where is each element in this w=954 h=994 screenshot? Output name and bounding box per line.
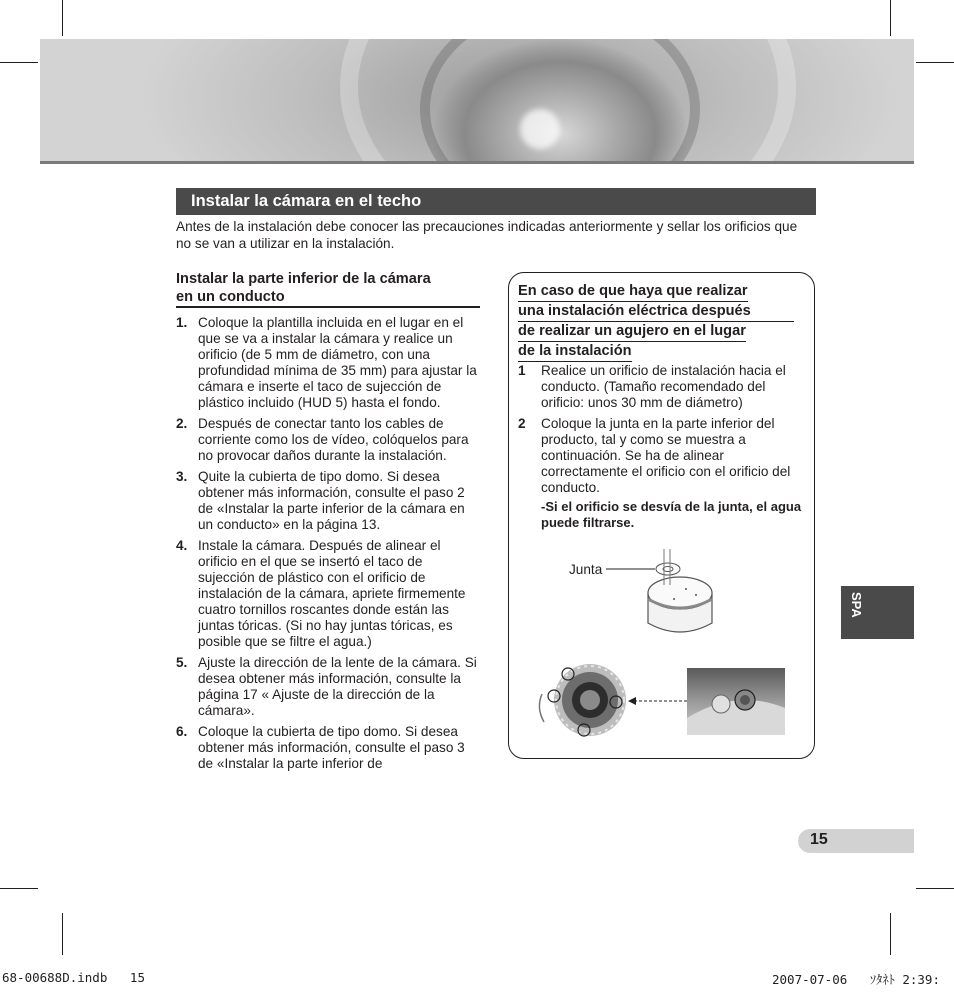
page-number-badge: 15: [798, 829, 914, 853]
list-item: 3. Quite la cubierta de tipo domo. Si desea obtener más información, consulte el paso 2 de «Instalar la parte inferior de la cámara en un conducto» en la página 13.: [176, 469, 465, 532]
crop-mark: [62, 0, 63, 36]
footer-timestamp: 2007-07-06 ｿﾀﾈﾄ 2:39:: [772, 972, 940, 987]
list-item: 1. Coloque la plantilla incluida en el lugar en el que se va a instalar la cámara y realice un orificio (de 5 mm de diámetro, con una profundidad mínima de 35 mm) para ajustar la cámara e inserte el taco de sujección de plástico incluido (HUD 5) hasta el fondo.: [176, 315, 477, 410]
list-item: 2. Después de conectar tanto los cables de corriente como los de vídeo, colóquelos para no provocar daños durante la instalación.: [176, 416, 469, 463]
list-item: 2 Coloque la junta en la parte inferior del producto, tal y como se muestra a continuación. Se ha de alinear correctamente el orificio con el orificio del conducto.: [518, 416, 791, 495]
figure-label-junta: Junta: [569, 562, 603, 577]
note-box-title: En caso de que haya que realizar una instalación eléctrica después de realizar un agujero en el lugar de la instalación: [518, 282, 803, 362]
arrow-icon: [628, 694, 694, 708]
language-tab: SPA: [841, 586, 914, 639]
list-item: 4. Instale la cámara. Después de alinear el orificio en el que se insertó el taco de sujección de plástico con el orificio de instalación de la cámara, apriete firmemente cuatro tornillos roscantes donde están las juntas tóricas. (Si no hay juntas tóricas, es posible que se filtre el agua.): [176, 538, 466, 649]
list-item: 6. Coloque la cubierta de tipo domo. Si desea obtener más información, consulte el paso 3 de «Instalar la parte inferior de: [176, 724, 465, 771]
subsection-title: Instalar la parte inferior de la cámara en un conducto: [176, 271, 431, 305]
header-lens-banner: [40, 39, 914, 164]
gasket-figure: [600, 545, 720, 645]
crop-mark: [916, 888, 954, 889]
warning-text: -Si el orificio se desvía de la junta, el agua puede filtrarse.: [541, 499, 802, 530]
crop-mark: [890, 0, 891, 36]
list-item: 5. Ajuste la dirección de la lente de la cámara. Si desea obtener más información, consulte la página 17 « Ajuste de la dirección de la cámara».: [176, 655, 477, 718]
crop-mark: [916, 62, 954, 63]
note-steps-list: [518, 363, 808, 501]
camera-base-figure: [534, 660, 634, 742]
subtitle-rule: [176, 306, 480, 308]
install-steps-list: [176, 315, 480, 777]
section-title: Instalar la cámara en el techo: [176, 188, 816, 215]
crop-mark: [62, 913, 63, 955]
crop-mark: [0, 888, 38, 889]
zoom-detail-figure: [687, 668, 785, 735]
crop-mark: [890, 913, 891, 955]
intro-text: Antes de la instalación debe conocer las precauciones indicadas anteriormente y sellar los orificios que no se van a utilizar en la instalación.: [176, 219, 798, 251]
crop-mark: [0, 62, 38, 63]
footer-file-info: 68-00688D.indb 15: [2, 970, 145, 985]
list-item: 1 Realice un orificio de instalación hacia el conducto. (Tamaño recomendado del orificio: unos 30 mm de diámetro): [518, 363, 786, 410]
